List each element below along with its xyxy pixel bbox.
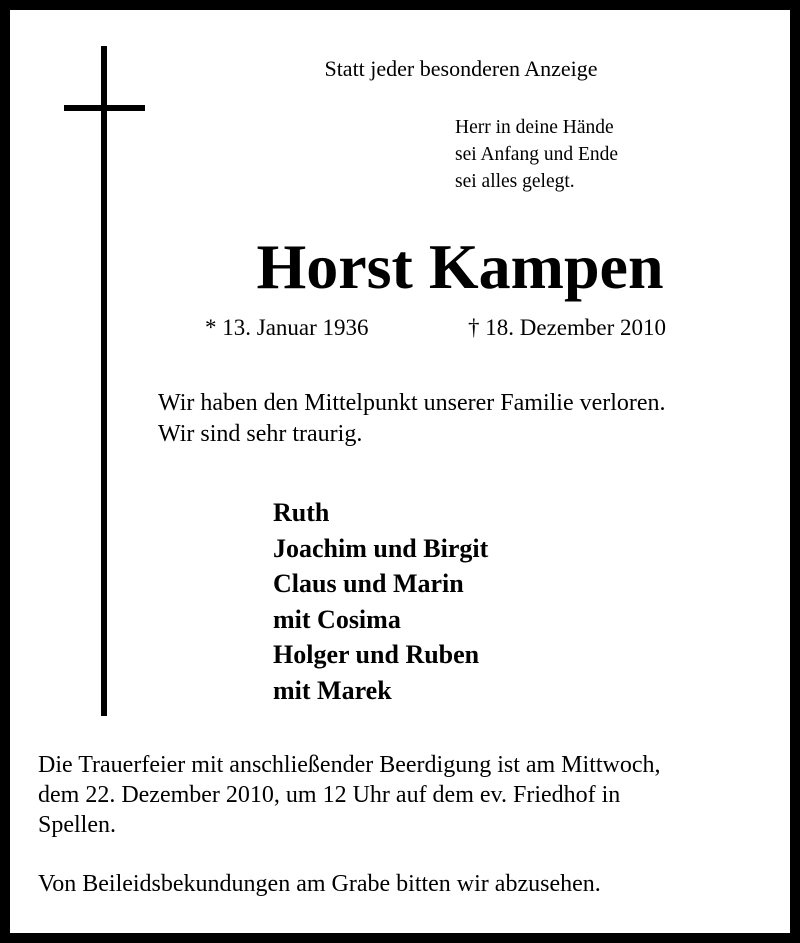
verse-line: Herr in deine Hände: [455, 117, 614, 138]
funeral-info: [38, 750, 661, 840]
closing-note: Von Beileidsbekundungen am Grabe bitten wir abzusehen.: [38, 871, 601, 897]
deceased-name: Horst Kampen: [256, 231, 664, 302]
cross-horizontal-bar: [64, 105, 145, 111]
message-line: Wir sind sehr traurig.: [158, 421, 363, 447]
funeral-line: Die Trauerfeier mit anschließender Beerdigung ist am Mittwoch,: [38, 752, 661, 778]
family-member: mit Marek: [273, 675, 392, 705]
obituary-notice: [10, 10, 790, 933]
birth-date: * 13. Januar 1936: [205, 315, 369, 340]
family-member: Claus und Marin: [273, 569, 464, 599]
family-member: Ruth: [273, 498, 330, 527]
message: [158, 388, 666, 450]
headline: Statt jeder besonderen Anzeige: [324, 56, 598, 81]
funeral-line: Spellen.: [38, 812, 116, 838]
message-line: Wir haben den Mittelpunkt unserer Familie verloren.: [158, 390, 666, 416]
cross-vertical-bar: [101, 46, 107, 716]
verse-line: sei alles gelegt.: [455, 171, 575, 192]
funeral-line: dem 22. Dezember 2010, um 12 Uhr auf dem ev. Friedhof in: [38, 782, 621, 808]
verse-line: sei Anfang und Ende: [455, 144, 619, 165]
family-member: Holger und Ruben: [273, 640, 480, 670]
family-member: mit Cosima: [273, 604, 401, 634]
death-date: † 18. Dezember 2010: [468, 315, 666, 340]
verse: [455, 114, 618, 195]
family-list: [273, 495, 488, 709]
family-member: Joachim und Birgit: [273, 533, 489, 563]
